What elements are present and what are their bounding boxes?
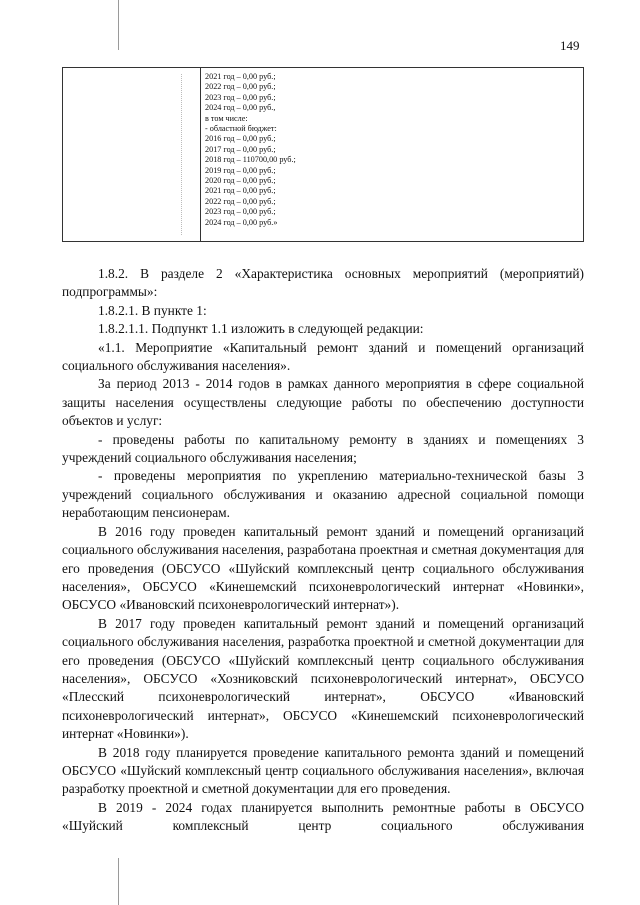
paragraph-point: 1.8.2.1. В пункте 1: — [98, 302, 207, 318]
budget-line: 2024 год – 0,00 руб.» — [205, 217, 278, 227]
paragraph-2017: В 2017 году проведен капитальный ремонт зданий и помещений организаций социального обслуживания населения, разработка проектной и сметной документации для его проведения (ОБСУСО «Шуйский комплексный центр социального обслуживания населения», ОБСУСО «Хозниковский психоневрологический интернат», ОБСУСО «Плесский психоневрологический интернат», ОБСУСО «Ивановский психоневрологический интернат», ОБСУСО «Кинешемский психоневрологический интернат «Новинки»). — [62, 615, 584, 742]
paragraph-measure-title: «1.1. Мероприятие «Капитальный ремонт зданий и помещений организаций социального обслуживания населения». — [62, 339, 584, 374]
paragraph-subpoint: 1.8.2.1.1. Подпункт 1.1 изложить в следующей редакции: — [98, 321, 424, 337]
budget-line: в том числе: — [205, 113, 248, 123]
table-column-divider — [200, 68, 201, 241]
table-left-cell — [181, 74, 183, 235]
scan-mark-top — [118, 0, 119, 50]
paragraph-2016: В 2016 году проведен капитальный ремонт зданий и помещений организаций социального обслуживания населения, разработана проектная и сметная документация для его проведения (ОБСУСО «Шуйский комплексный центр социального обслуживания населения», ОБСУСО «Кинешемский психоневрологический интернат «Новинки», ОБСУСО «Ивановский психоневрологический интернат»). — [62, 523, 584, 613]
budget-line: 2022 год – 0,00 руб.; — [205, 82, 276, 92]
budget-lines — [205, 72, 296, 228]
paragraph-section-heading: 1.8.2. В разделе 2 «Характеристика основных мероприятий (мероприятий) подпрограммы»: — [62, 266, 584, 300]
budget-line: 2016 год – 0,00 руб.; — [205, 134, 276, 144]
budget-line: 2023 год – 0,00 руб.; — [205, 207, 276, 217]
budget-line: 2021 год – 0,00 руб.; — [205, 186, 276, 196]
budget-line: 2017 год – 0,00 руб.; — [205, 144, 276, 154]
budget-line: 2020 год – 0,00 руб.; — [205, 176, 276, 186]
budget-line: 2019 год – 0,00 руб.; — [205, 165, 276, 175]
budget-line: - областной бюджет: — [205, 124, 277, 134]
paragraph-period-2013-2014: За период 2013 - 2014 годов в рамках данного мероприятия в сфере социальной защиты населения осуществлены следующие работы по обеспечению доступности объектов и услуг: — [62, 376, 584, 429]
budget-table — [62, 67, 584, 242]
budget-line: 2021 год – 0,00 руб.; — [205, 72, 276, 81]
scan-mark-bottom — [118, 858, 119, 905]
paragraph-bullet-repairs: - проведены работы по капитальному ремонту в зданиях и помещениях 3 учреждений социального обслуживания населения; — [62, 431, 584, 466]
paragraph-2018: В 2018 году планируется проведение капитального ремонта зданий и помещений ОБСУСО «Шуйский комплексный центр социального обслуживания населения», включая разработку проектной и сметной документации для его проведения. — [62, 744, 584, 797]
body-text — [62, 265, 584, 836]
budget-line: 2024 год – 0,00 руб., — [205, 103, 276, 113]
budget-line: 2022 год – 0,00 руб.; — [205, 196, 276, 206]
paragraph-2019-2024: В 2019 - 2024 годах планируется выполнить ремонтные работы в ОБСУСО «Шуйский комплексный центр социального обслуживания — [62, 799, 584, 834]
paragraph-bullet-equipment: - проведены мероприятия по укреплению материально-технической базы 3 учреждений социального обслуживания и оказанию адресной социальной помощи неработающим пенсионерам. — [62, 468, 584, 521]
budget-line: 2018 год – 110700,00 руб.; — [205, 155, 296, 165]
budget-line: 2023 год – 0,00 руб.; — [205, 92, 276, 102]
page-number: 149 — [560, 38, 580, 53]
